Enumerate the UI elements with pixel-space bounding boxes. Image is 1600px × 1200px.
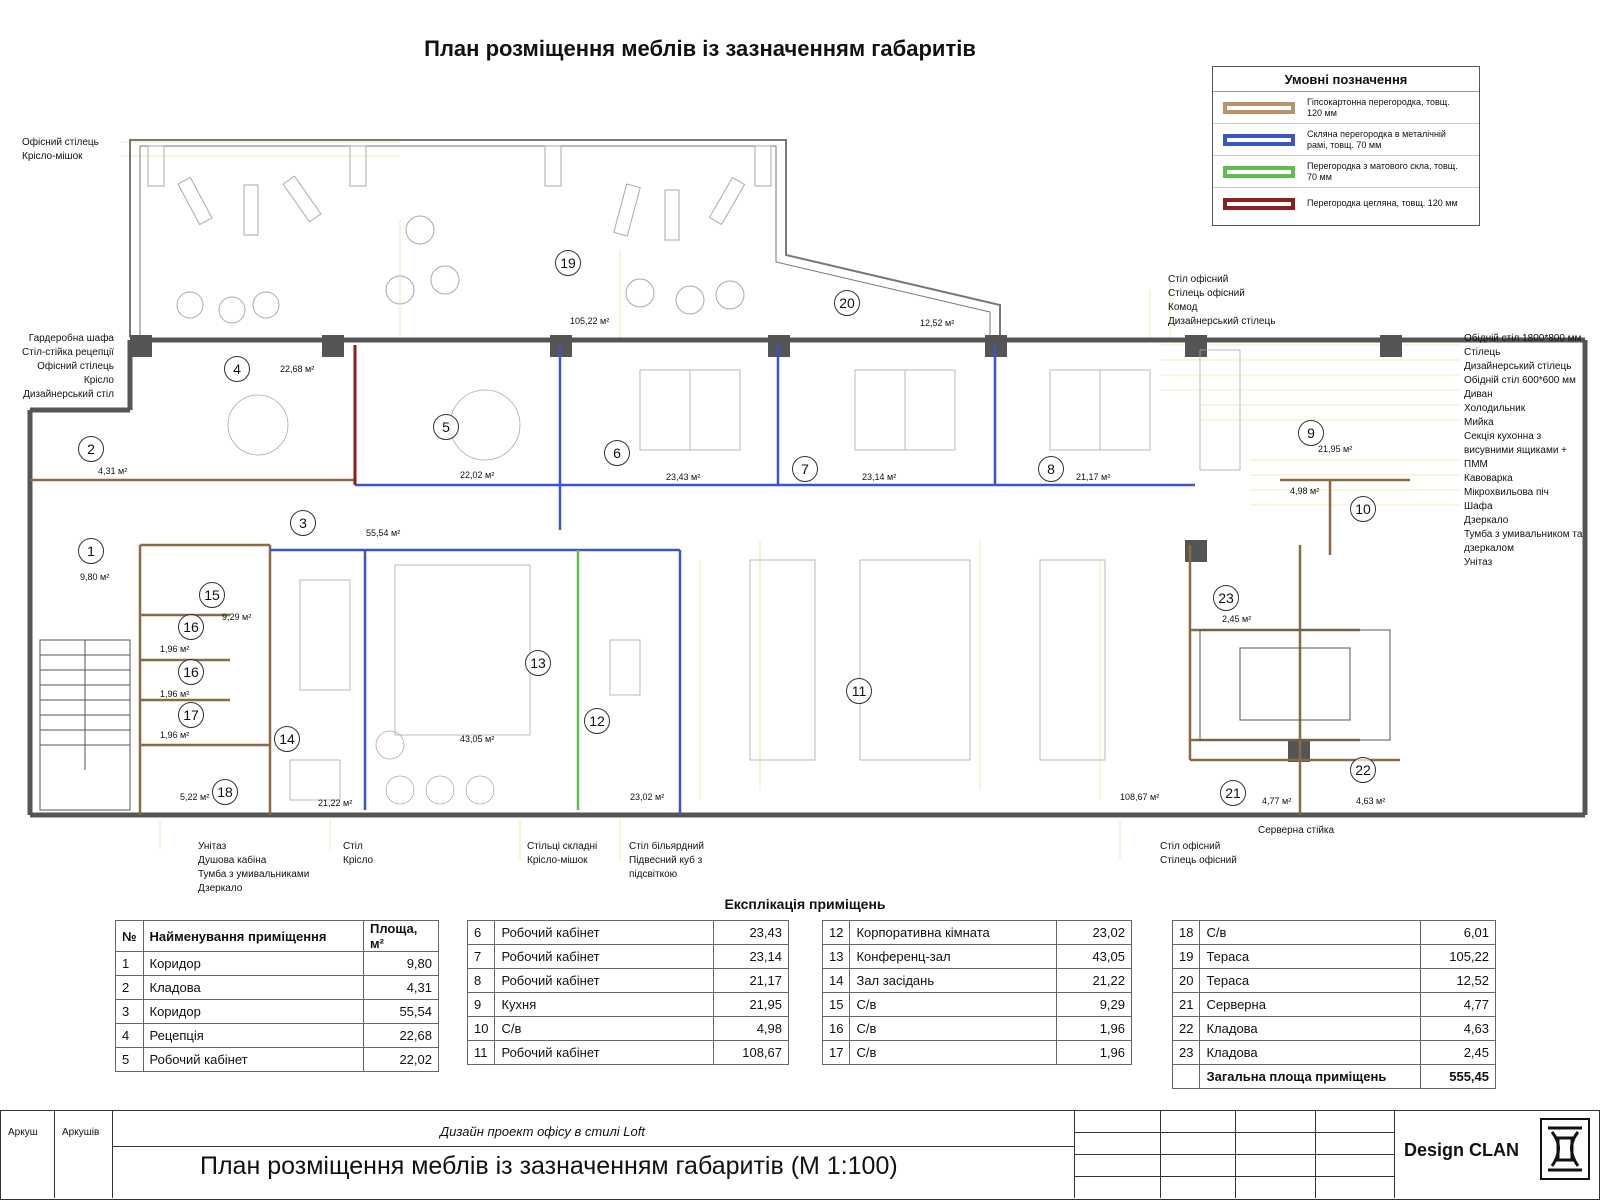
table-row: 15 С/в 9,29 (823, 993, 1132, 1017)
terrace-furniture (148, 146, 771, 323)
room-area: 21,17 м² (1076, 472, 1111, 482)
legend-swatch (1223, 198, 1295, 210)
room-area: 12,52 м² (920, 318, 955, 328)
furniture-leader-lines (120, 142, 1460, 860)
glass-partitions (270, 345, 1195, 815)
table-row: 22 Кладова 4,63 (1173, 1017, 1496, 1041)
table-row: 6 Робочий кабінет 23,43 (468, 921, 789, 945)
room-area: 9,29 м² (222, 612, 252, 622)
explication-rows (1173, 921, 1496, 1065)
page-title: План розміщення меблів із зазначенням габаритів (424, 36, 976, 61)
table-row: 18 С/в 6,01 (1173, 921, 1496, 945)
room-number: 6 (604, 440, 630, 466)
room-area: 22,68 м² (280, 364, 315, 374)
room-number: 13 (525, 650, 551, 676)
room-area: 5,22 м² (180, 792, 210, 802)
table-row: 13 Конференц-зал 43,05 (823, 945, 1132, 969)
room-number: 20 (834, 290, 860, 316)
table-row: 2 Кладова 4,31 (116, 976, 439, 1000)
desk-clusters (228, 350, 1240, 804)
room-area: 4,77 м² (1262, 796, 1292, 806)
room-number: 17 (178, 702, 204, 728)
table-row: 16 С/в 1,96 (823, 1017, 1132, 1041)
explication-rows (116, 952, 439, 1072)
legend-swatch (1223, 134, 1295, 146)
room-area: 105,22 м² (570, 316, 610, 326)
table-row: 4 Рецепція 22,68 (116, 1024, 439, 1048)
legend-item: Перегородка з матового скла, товщ. 70 мм (1213, 156, 1479, 188)
room-number: 19 (555, 250, 581, 276)
room-number: 10 (1350, 496, 1376, 522)
annotation-top-left: Офісний стілець Крісло-мішок (22, 137, 99, 162)
room-number: 16 (178, 659, 204, 685)
explication-table-4 (1172, 920, 1496, 1089)
columns (130, 335, 1402, 762)
room-area: 4,98 м² (1290, 486, 1320, 496)
table-row: 1 Коридор 9,80 (116, 952, 439, 976)
room-area: 21,22 м² (318, 798, 353, 808)
drywall-partitions (30, 480, 1410, 815)
explication-title: Експлікація приміщень (724, 896, 886, 912)
room-area: 23,14 м² (862, 472, 897, 482)
table-row: 8 Робочий кабінет 21,17 (468, 969, 789, 993)
stairs (40, 630, 1390, 810)
annotation-bottom-4: Стіл більярдний Підвесний куб з підсвіткою (629, 841, 704, 880)
explication-table-2 (467, 920, 789, 1065)
legend-item: Перегородка цегляна, товщ. 120 мм (1213, 188, 1479, 219)
table-row: 7 Робочий кабінет 23,14 (468, 945, 789, 969)
sheets-label: Аркушів (62, 1127, 100, 1138)
table-row: 23 Кладова 2,45 (1173, 1041, 1496, 1065)
total-label: Загальна площа приміщень (1200, 1065, 1421, 1089)
room-area: 2,45 м² (1222, 614, 1252, 624)
room-number: 12 (584, 708, 610, 734)
room-number: 3 (290, 510, 316, 536)
table-row: 21 Серверна 4,77 (1173, 993, 1496, 1017)
room-number: 22 (1350, 757, 1376, 783)
company-logo-icon (1540, 1118, 1590, 1180)
room-area: 21,95 м² (1318, 444, 1353, 454)
table-row: 19 Тераса 105,22 (1173, 945, 1496, 969)
room-number: 8 (1038, 456, 1064, 482)
legend-title: Умовні позначення (1213, 67, 1479, 92)
room-number: 15 (199, 582, 225, 608)
table-row: 10 С/в 4,98 (468, 1017, 789, 1041)
annotation-right: Обідній стіл 1800*800 мм Стілець Дизайнерський стілець Обідній стіл 600*600 мм Диван Холодильник Мийка Секція кухонна з висувними ящиками + ПММ Кавоварка Мікрохвильова піч Шафа Дзеркало Тумба з умивальником та дзеркалом Унітаз (1464, 333, 1583, 568)
legend-item: Скляна перегородка в металічній рамі, товщ. 70 мм (1213, 124, 1479, 156)
room-number: 16 (178, 614, 204, 640)
room-number: 5 (433, 414, 459, 440)
room-area: 4,63 м² (1356, 796, 1386, 806)
table-row: 17 С/в 1,96 (823, 1041, 1132, 1065)
annotation-server: Серверна стійка (1258, 825, 1335, 836)
total-value: 555,45 (1421, 1065, 1496, 1089)
company-name: Design CLAN (1404, 1140, 1520, 1160)
room-number: 4 (224, 356, 250, 382)
table-row: 14 Зал засідань 21,22 (823, 969, 1132, 993)
title-block-cell (0, 1110, 55, 1198)
room-area: 4,31 м² (98, 466, 128, 476)
room-area: 1,96 м² (160, 644, 190, 654)
room-area: 22,02 м² (460, 470, 495, 480)
legend (1212, 66, 1480, 226)
sheet-label: Аркуш (8, 1127, 38, 1138)
table-row: 20 Тераса 12,52 (1173, 969, 1496, 993)
room-number: 2 (78, 436, 104, 462)
room-area: 1,96 м² (160, 730, 190, 740)
table-row: 11 Робочий кабінет 108,67 (468, 1041, 789, 1065)
drawing-title: План розміщення меблів із зазначенням габаритів (М 1:100) (200, 1152, 898, 1180)
explication-rows (468, 921, 789, 1065)
room-number: 18 (212, 779, 238, 805)
legend-swatch (1223, 166, 1295, 178)
table-row: 3 Коридор 55,54 (116, 1000, 439, 1024)
room-number: 11 (846, 678, 872, 704)
annotation-top-mid: Стіл офісний Стілець офісний Комод Дизайнерський стілець (1168, 274, 1276, 327)
explication-table-3 (822, 920, 1132, 1065)
room-number: 7 (792, 456, 818, 482)
explication-rows (823, 921, 1132, 1065)
explication-table-1: № Найменування приміщення Площа, м² 1 Коридор 9,80 2 Кладова 4,31 3 Коридор 55,54 4 Рецепція 22,68 5 Робочий кабінет 22,02 (115, 920, 439, 1072)
room-area: 23,02 м² (630, 792, 665, 802)
annotation-bottom-5: Стіл офісний Стілець офісний (1160, 841, 1237, 866)
room-area: 55,54 м² (366, 528, 401, 538)
room-number: 21 (1220, 780, 1246, 806)
annotation-bottom-1: Унітаз Душова кабіна Тумба з умивальниками Дзеркало (198, 841, 310, 894)
room-area: 9,80 м² (80, 572, 110, 582)
terrace-outline (130, 140, 1000, 337)
table-row: 9 Кухня 21,95 (468, 993, 789, 1017)
table-row: 5 Робочий кабінет 22,02 (116, 1048, 439, 1072)
room-area: 43,05 м² (460, 734, 495, 744)
room-number: 14 (274, 726, 300, 752)
table-row: 12 Корпоративна кімната 23,02 (823, 921, 1132, 945)
legend-swatch (1223, 102, 1295, 114)
room-number: 9 (1298, 420, 1324, 446)
legend-item: Гіпсокартонна перегородка, товщ. 120 мм (1213, 92, 1479, 124)
annotation-bottom-2: Стіл Крісло (343, 841, 374, 866)
room-area: 23,43 м² (666, 472, 701, 482)
title-block-grid (1074, 1110, 1395, 1198)
annotation-bottom-3: Стільці складні Крісло-мішок (527, 841, 598, 866)
room-number: 23 (1213, 585, 1239, 611)
room-number: 1 (78, 538, 104, 564)
annotation-left: Гардеробна шафа Стіл-стійка рецепції Офісний стілець Крісло Дизайнерський стіл (22, 333, 114, 400)
title-block-cell (54, 1110, 113, 1198)
project-name: Дизайн проект офісу в стилі Loft (440, 1124, 645, 1139)
room-area: 108,67 м² (1120, 792, 1160, 802)
room-area: 1,96 м² (160, 689, 190, 699)
